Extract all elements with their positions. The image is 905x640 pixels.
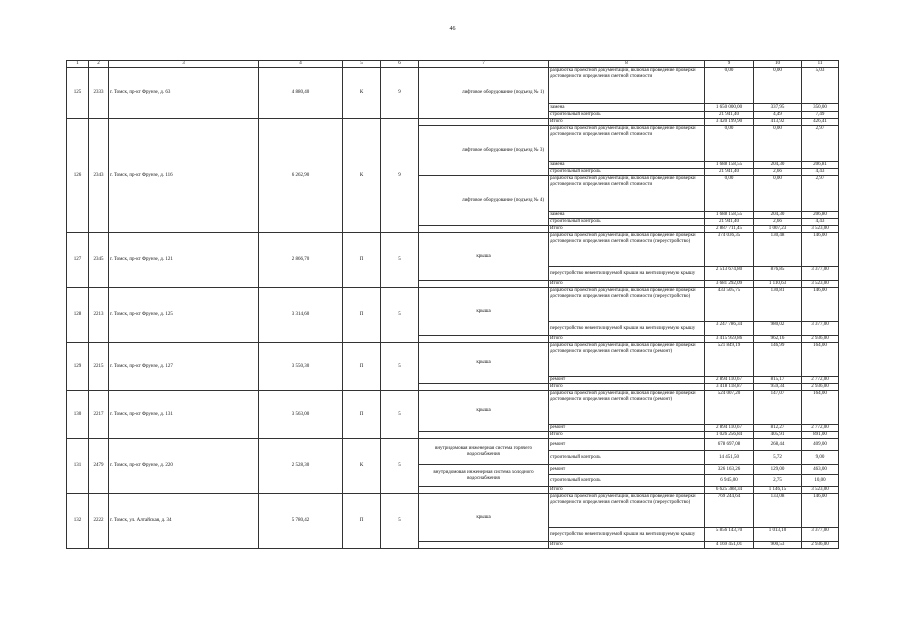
row-number: 131 (67, 439, 89, 494)
address: г. Томск, пр-кт Фрунзе, д. 63 (109, 68, 259, 119)
area: 3 563,00 (259, 391, 343, 439)
area: 6 262,90 (259, 119, 343, 233)
cost: 14 451,50 (705, 451, 754, 465)
address: г. Томск, пр-кт Фрунзе, д. 220 (109, 439, 259, 494)
limit-cost: 426,41 (802, 119, 839, 126)
header-cell: 11 (802, 61, 839, 68)
element-empty (419, 432, 549, 439)
limit-cost: 4,43 (802, 169, 839, 176)
unit-cost: 2,66 (754, 219, 802, 226)
work-type: строительный контроль (549, 219, 705, 226)
cost: 3 681 292,09 (705, 281, 754, 288)
unit-cost: 129,00 (754, 465, 802, 475)
limit-cost: 206,81 (802, 162, 839, 169)
unit-cost: 4,49 (754, 112, 802, 119)
house-code: 2345 (89, 233, 109, 288)
element-empty (419, 384, 549, 391)
cost: 1 026 256,84 (705, 432, 754, 439)
limit-cost: 164,00 (802, 343, 839, 377)
limit-cost: 3 523,00 (802, 281, 839, 288)
work-type: разработка проектной документации, включая проведение проверки достоверности определения сметной стоимости (переустройство) (549, 288, 705, 322)
unit-cost: 146,99 (754, 343, 802, 377)
cost: 0,00 (705, 68, 754, 104)
work-type: Итого (549, 226, 705, 233)
limit-cost: 4,43 (802, 219, 839, 226)
limit-cost: 409,00 (802, 439, 839, 451)
element: лифтовое оборудование (подъезд № 1) (419, 68, 549, 119)
limit-cost: 2 772,00 (802, 377, 839, 384)
unit-cost: 2,66 (754, 169, 802, 176)
element: внутридомовая инженерная система холодного водоснабжения (419, 465, 549, 487)
unit-cost: 0,00 (754, 176, 802, 212)
table-row (67, 68, 839, 104)
element: лифтовое оборудование (подъезд № 3) (419, 126, 549, 176)
unit-cost: 268,44 (754, 439, 802, 451)
work-type: Итого (549, 281, 705, 288)
limit-cost: 2 936,00 (802, 336, 839, 343)
element: внутридомовая инженерная система горячего водоснабжения (419, 439, 549, 465)
cost: 3 415 959,86 (705, 336, 754, 343)
work-type: переустройство невентилируемой крыши на вентилируемую крышу (549, 267, 705, 281)
unit-cost: 405,91 (754, 432, 802, 439)
unit-cost: 815,17 (754, 377, 802, 384)
unit-cost: 204,30 (754, 162, 802, 169)
work-type: строительный контроль (549, 112, 705, 119)
house-code: 2222 (89, 494, 109, 549)
address: г. Томск, пр-кт Фрунзе, д. 125 (109, 288, 259, 343)
element-empty (419, 119, 549, 126)
area: 2 528,30 (259, 439, 343, 494)
limit-cost: 3 377,00 (802, 322, 839, 336)
work-type: переустройство невентилируемой крыши на вентилируемую крышу (549, 528, 705, 542)
cost: 5 856 143,70 (705, 528, 754, 542)
floors: 9 (381, 119, 419, 233)
work-type: замена (549, 104, 705, 112)
work-type: строительный контроль (549, 451, 705, 465)
cost: 1 688 158,55 (705, 162, 754, 169)
cost: 1 650 000,00 (705, 104, 754, 112)
unit-cost: 130,81 (754, 288, 802, 322)
work-type: разработка проектной документации, включая проведение проверки достоверности определения сметной стоимости (переустройство) (549, 233, 705, 267)
house-code: 2213 (89, 288, 109, 343)
unit-cost: 147,07 (754, 391, 802, 425)
cost: 0,00 (705, 176, 754, 212)
limit-cost: 2 772,00 (802, 425, 839, 432)
limit-cost: 2,97 (802, 126, 839, 162)
cost: 521 849,19 (705, 343, 754, 377)
work-type: ремонт (549, 439, 705, 451)
cost: 326 163,26 (705, 465, 754, 475)
header-cell: 2 (89, 61, 109, 68)
cost: 21 941,40 (705, 219, 754, 226)
cost: 2 887 711,45 (705, 226, 754, 233)
table-row (67, 391, 839, 425)
table-row (67, 494, 839, 528)
work-type: замена (549, 212, 705, 219)
work-type: Итого (549, 487, 705, 494)
limit-cost: 2,97 (802, 176, 839, 212)
element-empty (419, 487, 549, 494)
row-number: 128 (67, 288, 89, 343)
element-empty (419, 542, 549, 549)
limit-cost: 146,00 (802, 288, 839, 322)
cost: 2 894 110,67 (705, 377, 754, 384)
header-cell: 3 (109, 61, 259, 68)
unit-cost: 130,48 (754, 233, 802, 267)
work-type: Итого (549, 432, 705, 439)
cost: 3 247 786,34 (705, 322, 754, 336)
limit-cost: 3 377,00 (802, 267, 839, 281)
limit-cost: 2 936,00 (802, 542, 839, 549)
work-type: Итого (549, 336, 705, 343)
unit-cost: 0,00 (754, 126, 802, 162)
house-code: 2333 (89, 68, 109, 119)
floors: 5 (381, 439, 419, 494)
cost: 769 244,64 (705, 494, 754, 528)
row-number: 129 (67, 343, 89, 391)
unit-cost: 133,08 (754, 494, 802, 528)
element-empty (419, 226, 549, 233)
unit-cost: 812,27 (754, 425, 802, 432)
header-cell: 8 (549, 61, 705, 68)
unit-cost: 5,72 (754, 451, 802, 465)
limit-cost: 350,00 (802, 104, 839, 112)
floors: 5 (381, 494, 419, 549)
work-type: Итого (549, 542, 705, 549)
unit-cost: 413,92 (754, 119, 802, 126)
work-type: строительный контроль (549, 475, 705, 487)
cost: 2 513 674,80 (705, 267, 754, 281)
cost: 21 941,40 (705, 169, 754, 176)
limit-cost: 5,03 (802, 68, 839, 104)
element: крыша (419, 494, 549, 542)
address: г. Томск, ул. Алтайская, д. 34 (109, 494, 259, 549)
limit-cost: 3 523,00 (802, 226, 839, 233)
work-type: Итого (549, 119, 705, 126)
area: 3 550,30 (259, 343, 343, 391)
address: г. Томск, пр-кт Фрунзе, д. 127 (109, 343, 259, 391)
wall-type: П (343, 343, 381, 391)
cost: 2 894 110,67 (705, 425, 754, 432)
work-type: переустройство невентилируемой крыши на вентилируемую крышу (549, 322, 705, 336)
cost: 433 505,75 (705, 288, 754, 322)
work-type: ремонт (549, 465, 705, 475)
wall-type: П (343, 288, 381, 343)
house-code: 2215 (89, 343, 109, 391)
work-type: ремонт (549, 377, 705, 384)
limit-cost: 891,00 (802, 432, 839, 439)
work-type: разработка проектной документации, включая проведение проверки достоверности определения сметной стоимости (549, 68, 705, 104)
cost: 678 697,08 (705, 439, 754, 451)
header-cell: 7 (419, 61, 549, 68)
unit-cost: 1 110,63 (754, 281, 802, 288)
header-cell: 1 (67, 61, 89, 68)
floors: 5 (381, 288, 419, 343)
element-empty (419, 281, 549, 288)
floors: 9 (381, 68, 419, 119)
work-type: разработка проектной документации, включая проведение проверки достоверности определения сметной стоимости (549, 126, 705, 162)
floors: 5 (381, 391, 419, 439)
element-empty (419, 336, 549, 343)
address: г. Томск, пр-кт Фрунзе, д. 131 (109, 391, 259, 439)
work-type: замена (549, 162, 705, 169)
unit-cost: 962,16 (754, 336, 802, 343)
unit-cost: 204,30 (754, 212, 802, 219)
limit-cost: 10,00 (802, 475, 839, 487)
wall-type: П (343, 391, 381, 439)
address: г. Томск, пр-кт Фрунзе, д. 121 (109, 233, 259, 288)
cost: 6 625 388,34 (705, 487, 754, 494)
cost: 374 036,35 (705, 233, 754, 267)
limit-cost: 3 523,00 (802, 487, 839, 494)
cost: 6 945,00 (705, 475, 754, 487)
page-number: 46 (449, 26, 456, 32)
unit-cost: 1 007,23 (754, 226, 802, 233)
unit-cost: 876,85 (754, 267, 802, 281)
address: г. Томск, пр-кт Фрунзе, д. 116 (109, 119, 259, 233)
work-type: ремонт (549, 425, 705, 432)
table-row (67, 288, 839, 322)
cost: 3 418 118,87 (705, 384, 754, 391)
floors: 5 (381, 343, 419, 391)
area: 3 314,60 (259, 288, 343, 343)
limit-cost: 2 936,00 (802, 384, 839, 391)
unit-cost: 1 146,15 (754, 487, 802, 494)
element: крыша (419, 288, 549, 336)
row-number: 125 (67, 68, 89, 119)
table-row (67, 233, 839, 267)
unit-cost: 959,34 (754, 384, 802, 391)
limit-cost: 146,00 (802, 494, 839, 528)
element: крыша (419, 343, 549, 384)
unit-cost: 337,95 (754, 104, 802, 112)
wall-type: П (343, 233, 381, 288)
wall-type: К (343, 439, 381, 494)
house-code: 2343 (89, 119, 109, 233)
header-cell: 5 (343, 61, 381, 68)
row-number: 127 (67, 233, 89, 288)
limit-cost: 3 377,00 (802, 528, 839, 542)
work-type: разработка проектной документации, включая проведение проверки достоверности определения сметной стоимости (549, 176, 705, 212)
wall-type: П (343, 494, 381, 549)
area: 4 880,40 (259, 68, 343, 119)
limit-cost: 9,00 (802, 451, 839, 465)
house-code: 2217 (89, 391, 109, 439)
element: крыша (419, 233, 549, 281)
cost: 3 420 199,90 (705, 119, 754, 126)
limit-cost: 463,00 (802, 465, 839, 475)
unit-cost: 980,02 (754, 322, 802, 336)
limit-cost: 164,00 (802, 391, 839, 425)
work-type: разработка проектной документации, включая проведение проверки достоверности определения сметной стоимости (переустройство) (549, 494, 705, 528)
header-cell: 10 (754, 61, 802, 68)
work-type: разработка проектной документации, включая проведение проверки достоверности определения сметной стоимости (ремонт) (549, 343, 705, 377)
element: лифтовое оборудование (подъезд № 4) (419, 176, 549, 226)
cost: 21 941,40 (705, 112, 754, 119)
unit-cost: 900,53 (754, 542, 802, 549)
unit-cost: 1 013,10 (754, 528, 802, 542)
header-cell: 6 (381, 61, 419, 68)
work-type: разработка проектной документации, включая проведение проверки достоверности определения сметной стоимости (ремонт) (549, 391, 705, 425)
header-row (67, 61, 839, 68)
wall-type: К (343, 68, 381, 119)
header-cell: 9 (705, 61, 754, 68)
limit-cost: 146,00 (802, 233, 839, 267)
row-number: 132 (67, 494, 89, 549)
house-code: 2479 (89, 439, 109, 494)
unit-cost: 0,00 (754, 68, 802, 104)
wall-type: К (343, 119, 381, 233)
table-row (67, 343, 839, 377)
cost: 0,00 (705, 126, 754, 162)
area: 5 780,42 (259, 494, 343, 549)
limit-cost: 7,49 (802, 112, 839, 119)
work-type: строительный контроль (549, 169, 705, 176)
row-number: 126 (67, 119, 89, 233)
floors: 5 (381, 233, 419, 288)
element: крыша (419, 391, 549, 432)
cost: 4 169 451,01 (705, 542, 754, 549)
cost: 524 007,20 (705, 391, 754, 425)
table-row (67, 439, 839, 451)
work-type: Итого (549, 384, 705, 391)
capital-repair-table (66, 60, 839, 549)
cost: 1 688 158,55 (705, 212, 754, 219)
table-row (67, 119, 839, 126)
area: 2 866,70 (259, 233, 343, 288)
limit-cost: 206,80 (802, 212, 839, 219)
header-cell: 4 (259, 61, 343, 68)
row-number: 130 (67, 391, 89, 439)
unit-cost: 2,75 (754, 475, 802, 487)
